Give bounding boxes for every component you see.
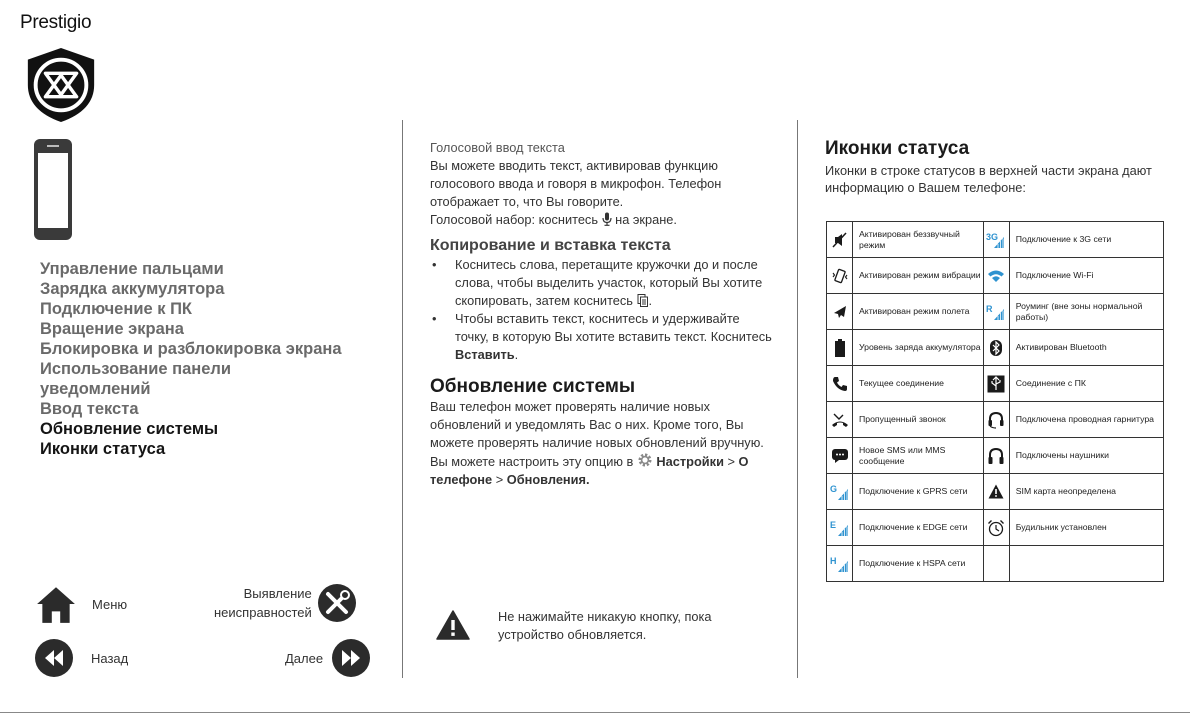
- toc-item[interactable]: Ввод текста: [40, 400, 139, 418]
- toc-item[interactable]: Иконки статуса: [40, 440, 166, 458]
- troubleshooting-button[interactable]: [214, 583, 357, 623]
- menu-button[interactable]: [34, 583, 127, 625]
- tools-icon: [317, 583, 357, 623]
- roaming-icon: [983, 294, 1009, 330]
- path-about-phone: О телефоне: [430, 454, 749, 487]
- path-updates: Обновления: [506, 472, 586, 487]
- table-row: [827, 402, 1164, 438]
- svg-text:E: E: [829, 519, 836, 530]
- status-label: Будильник установлен: [1009, 510, 1163, 546]
- svg-text:R: R: [986, 303, 993, 314]
- copy-bullet-1-end: .: [648, 293, 653, 308]
- status-label: Подключение Wi-Fi: [1009, 258, 1163, 294]
- table-of-contents: [40, 259, 380, 459]
- gprs-icon: [827, 474, 853, 510]
- status-icons-intro: Иконки в строке статусов в верхней части экрана дают информацию о Вашем телефоне:: [825, 163, 1152, 195]
- status-label: Новое SMS или MMS сообщение: [853, 438, 984, 474]
- toc-item[interactable]: Зарядка аккумулятора: [40, 280, 225, 298]
- bottom-rule: [0, 712, 1190, 713]
- voice-input-title: Голосовой ввод текста: [430, 140, 565, 155]
- toc-item[interactable]: Управление пальцами: [40, 260, 224, 278]
- status-label: Подключение к HSPA сети: [853, 546, 984, 582]
- status-label: Активирован режим вибрации: [853, 258, 984, 294]
- edge-icon: [827, 510, 853, 546]
- status-label: Соединение с ПК: [1009, 366, 1163, 402]
- back-label: Назад: [91, 650, 129, 666]
- status-label: Активирован Bluetooth: [1009, 330, 1163, 366]
- toc-item[interactable]: уведомлений: [40, 380, 151, 398]
- status-label: Подключение к EDGE сети: [853, 510, 984, 546]
- next-label: Далее: [285, 650, 324, 666]
- voice-dial-line: [430, 211, 772, 229]
- phone-icon: [34, 139, 72, 240]
- fast-forward-icon: [331, 638, 371, 678]
- system-update-heading: Обновление системы: [430, 376, 636, 397]
- table-row: [827, 510, 1164, 546]
- table-row: [827, 474, 1164, 510]
- svg-text:H: H: [829, 555, 836, 566]
- settings-gear-icon: [637, 452, 653, 468]
- empty-cell: [1009, 546, 1163, 582]
- copy-icon: [637, 294, 649, 307]
- status-label: Роуминг (вне зоны нормальной работы): [1009, 294, 1163, 330]
- microphone-icon: [602, 212, 612, 226]
- table-row: [827, 546, 1164, 582]
- table-row: [827, 294, 1164, 330]
- empty-cell: [983, 546, 1009, 582]
- battery-icon: [827, 330, 853, 366]
- status-label: Активирован режим полета: [853, 294, 984, 330]
- headset-icon: [983, 402, 1009, 438]
- missed-call-icon: [827, 402, 853, 438]
- prestigio-logo-icon: [22, 46, 100, 124]
- 3g-icon: [983, 222, 1009, 258]
- svg-text:G: G: [829, 483, 837, 494]
- status-label: Уровень заряда аккумулятора: [853, 330, 984, 366]
- status-icons-table: [826, 221, 1164, 582]
- column-divider-1: [402, 120, 403, 678]
- troubleshooting-label-1: Выявление: [243, 586, 312, 601]
- mute-icon: [827, 222, 853, 258]
- airplane-icon: [827, 294, 853, 330]
- headphones-icon: [983, 438, 1009, 474]
- table-row: [827, 330, 1164, 366]
- usb-icon: [983, 366, 1009, 402]
- toc-item[interactable]: Обновление системы: [40, 420, 219, 438]
- troubleshooting-label-2: неисправностей: [214, 605, 312, 620]
- bluetooth-icon: [983, 330, 1009, 366]
- status-label: Подключение к GPRS сети: [853, 474, 984, 510]
- call-icon: [827, 366, 853, 402]
- status-label: Подключение к 3G сети: [1009, 222, 1163, 258]
- paste-keyword: Вставить: [455, 347, 515, 362]
- wifi-icon: [983, 258, 1009, 294]
- table-row: [827, 222, 1164, 258]
- rewind-icon: [34, 638, 74, 678]
- path-separator-1: >: [723, 454, 739, 469]
- menu-label: Меню: [92, 596, 128, 612]
- warning-icon: [436, 610, 470, 640]
- table-row: [827, 258, 1164, 294]
- middle-column: [430, 139, 772, 489]
- warning-text: Не нажимайте никакую кнопку, пока устройство обновляется.: [498, 609, 712, 642]
- path-settings: Настройки: [656, 454, 724, 469]
- copy-paste-heading: Копирование и вставка текста: [430, 237, 671, 254]
- sim-warning-icon: [983, 474, 1009, 510]
- path-end: .: [586, 472, 590, 487]
- status-label: Текущее соединение: [853, 366, 984, 402]
- hspa-icon: [827, 546, 853, 582]
- copy-bullet-1-text: Коснитесь слова, перетащите кружочки до и после слова, чтобы выделить участок, который Вы хотите скопировать, затем коснитесь: [455, 257, 763, 308]
- system-update-body: [430, 398, 772, 489]
- voice-input-body: Вы можете вводить текст, активировав функцию голосового ввода и говоря в микрофон. Телефон отображает то, что Вы говорите.: [430, 158, 722, 209]
- toc-item[interactable]: Использование панели: [40, 360, 232, 378]
- toc-item[interactable]: Подключение к ПК: [40, 300, 192, 318]
- svg-text:3G: 3G: [986, 231, 999, 242]
- status-icons-heading: Иконки статуса: [825, 138, 970, 159]
- copy-bullet-2: [430, 310, 772, 364]
- status-label: Подключена проводная гарнитура: [1009, 402, 1163, 438]
- path-separator-2: >: [492, 472, 507, 487]
- voice-dial-suffix: на экране.: [615, 212, 677, 227]
- copy-bullet-2-end: .: [514, 347, 519, 362]
- voice-dial-prefix: Голосовой набор: коснитесь: [430, 212, 599, 227]
- status-label: SIM карта неопределена: [1009, 474, 1163, 510]
- toc-item[interactable]: Блокировка и разблокировка экрана: [40, 340, 342, 358]
- column-divider-2: [797, 120, 798, 678]
- status-label: Пропущенный звонок: [853, 402, 984, 438]
- system-update-text: Ваш телефон может проверять наличие новых обновлений и уведомлять Вас о них. Кроме того, Вы можете проверять наличие новых обновлений вручную. Вы можете настроить эту опцию в: [430, 399, 764, 469]
- back-button[interactable]: [34, 638, 128, 678]
- status-label: Подключены наушники: [1009, 438, 1163, 474]
- table-row: [827, 366, 1164, 402]
- alarm-icon: [983, 510, 1009, 546]
- right-column: [825, 138, 1170, 196]
- brand-name: Prestigio: [20, 12, 92, 33]
- sms-icon: [827, 438, 853, 474]
- toc-item[interactable]: Вращение экрана: [40, 320, 184, 338]
- copy-bullet-1: [430, 256, 772, 310]
- home-icon: [34, 583, 78, 625]
- next-button[interactable]: [285, 638, 371, 678]
- status-label: Активирован беззвучный режим: [853, 222, 984, 258]
- table-row: [827, 438, 1164, 474]
- vibrate-icon: [827, 258, 853, 294]
- copy-bullet-2-text: Чтобы вставить текст, коснитесь и удерживайте точку, в которую Вы хотите вставить текст. Коснитесь: [455, 311, 772, 344]
